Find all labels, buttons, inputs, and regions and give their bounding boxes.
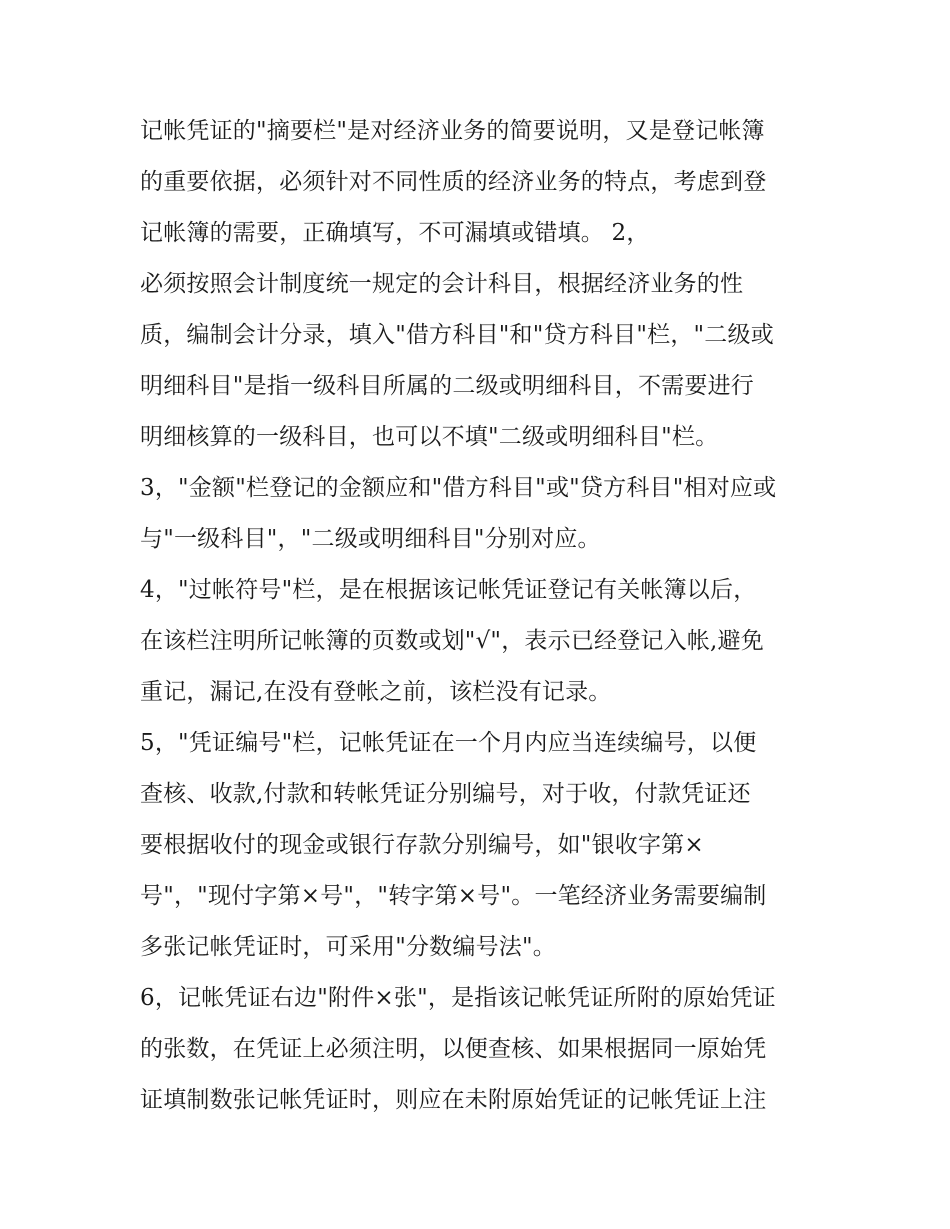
document-body xyxy=(140,106,830,1126)
text-line: 记帐簿的需要，正确填写，不可漏填或错填。 2， xyxy=(140,220,650,246)
text-line: 多张记帐凭证时，可采用"分数编号法"。 xyxy=(140,934,556,960)
text-line: 的重要依据，必须针对不同性质的经济业务的特点，考虑到登 xyxy=(140,169,767,195)
text-line: 5，"凭证编号"栏，记帐凭证在一个月内应当连续编号，以便 xyxy=(140,730,757,756)
text-line: 查核、收款,付款和转帐凭证分别编号，对于收，付款凭证还 xyxy=(140,781,751,807)
text-line: 3，"金额"栏登记的金额应和"借方科目"或"贷方科目"相对应或 xyxy=(140,475,777,501)
text-line: 与"一级科目"，"二级或明细科目"分别对应。 xyxy=(140,526,601,552)
text-line: 必须按照会计制度统一规定的会计科目，根据经济业务的性 xyxy=(140,271,744,297)
text-line: 在该栏注明所记帐簿的页数或划"√"，表示已经登记入帐,避免 xyxy=(140,628,764,654)
text-line: 4，"过帐符号"栏，是在根据该记帐凭证登记有关帐簿以后， xyxy=(140,577,757,603)
text-line: 证填制数张记帐凭证时，则应在未附原始凭证的记帐凭证上注 xyxy=(140,1087,767,1113)
text-line: 明细核算的一级科目，也可以不填"二级或明细科目"栏。 xyxy=(140,424,719,450)
text-line: 记帐凭证的"摘要栏"是对经济业务的简要说明，又是登记帐簿 xyxy=(140,118,765,144)
text-line: 质，编制会计分录，填入"借方科目"和"贷方科目"栏，"二级或 xyxy=(140,322,774,348)
text-line: 要根据收付的现金或银行存款分别编号，如"银收字第× xyxy=(140,832,704,858)
text-line: 号"，"现付字第×号"，"转字第×号"。一笔经济业务需要编制 xyxy=(140,883,767,909)
text-line: 的张数，在凭证上必须注明，以便查核、如果根据同一原始凭 xyxy=(140,1036,767,1062)
text-line: 6，记帐凭证右边"附件×张"，是指该记帐凭证所附的原始凭证 xyxy=(140,985,776,1011)
text-line: 明细科目"是指一级科目所属的二级或明细科目，不需要进行 xyxy=(140,373,754,399)
text-line: 重记，漏记,在没有登帐之前，该栏没有记录。 xyxy=(140,679,612,705)
